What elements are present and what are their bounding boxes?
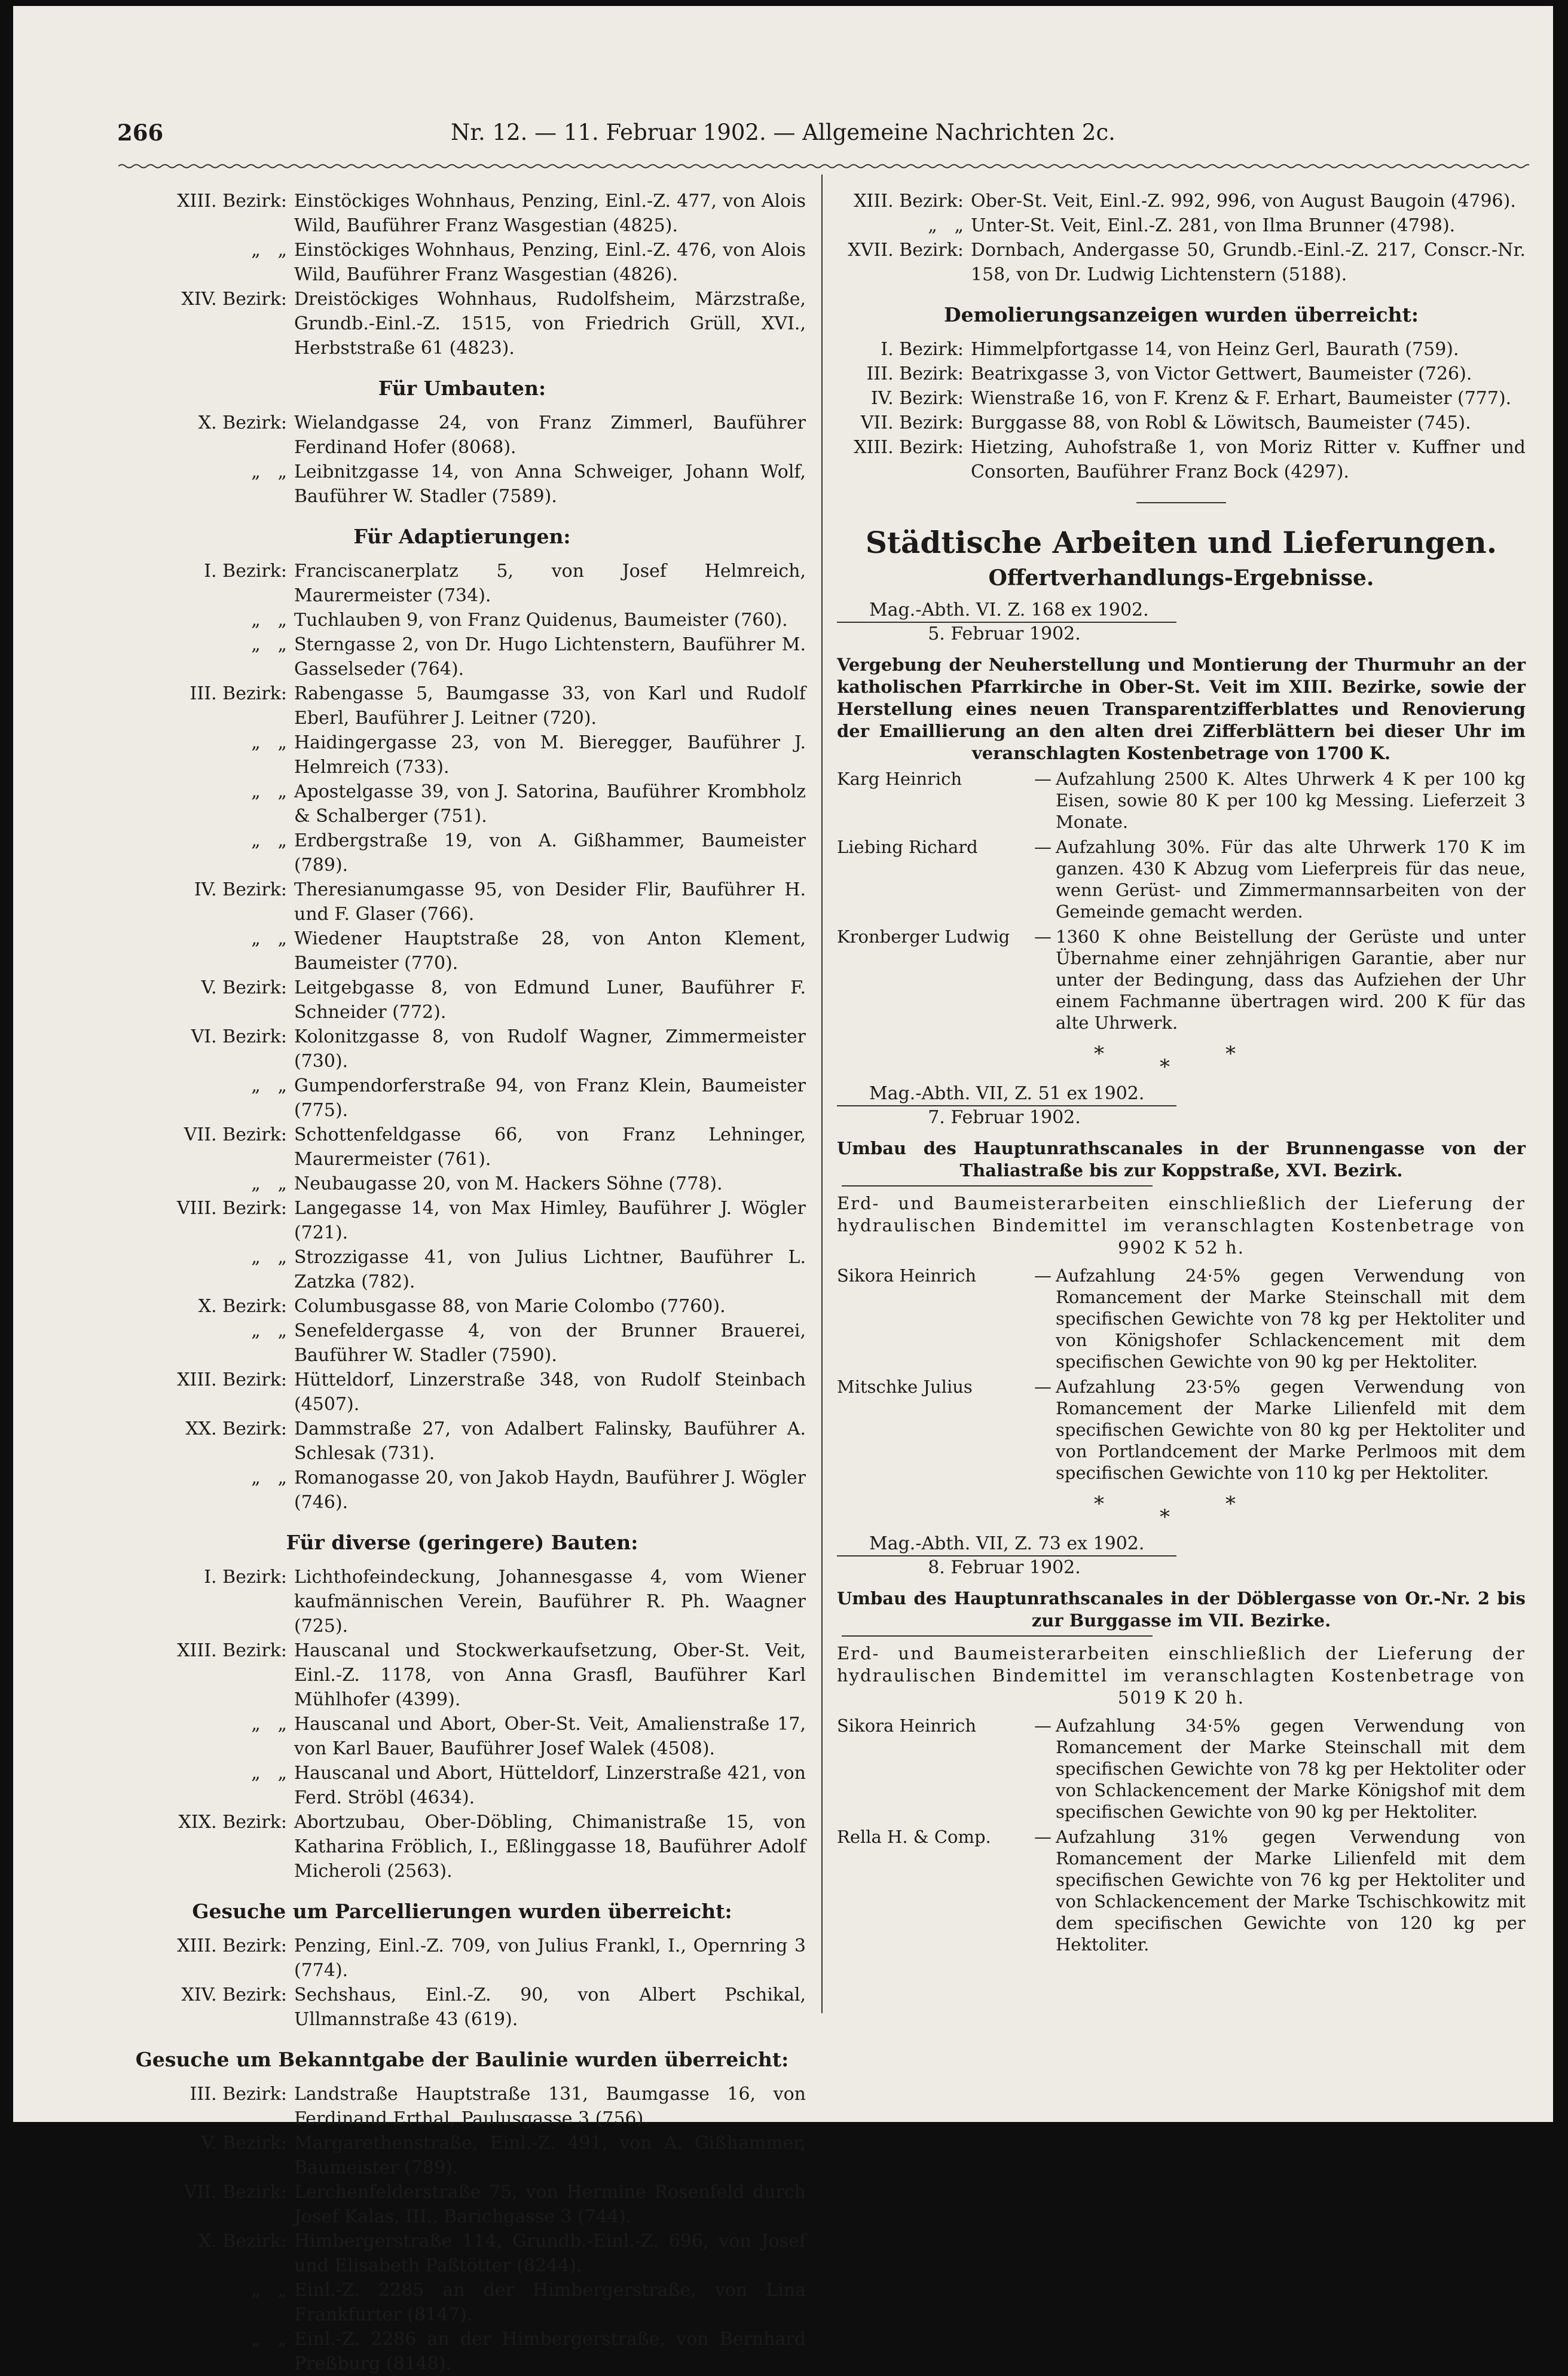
entry-text: Lerchenfelderstraße 75, von Hermine Rosenfeld durch Josef Kalas, III., Barichgasse 3 (744). <box>294 2182 806 2227</box>
baulinie-list <box>118 2082 806 2376</box>
bidder-terms: Aufzahlung 31% gegen Verwendung von Romancement der Marke Lilienfeld mit dem specifischen Gewichte von 76 kg per Hektoliter und von Schlackencement der Marke Tschischkowitz mit dem specifischen Gewichte von 120 kg per Hektoliter. <box>1056 1827 1526 1955</box>
bidder-row <box>837 926 1526 1033</box>
heading-umbauten: Für Umbauten: <box>378 377 546 400</box>
bidder-terms: Aufzahlung 30%. Für das alte Uhrwerk 170 K im ganzen. 430 K Abzug vom Lieferpreis für das neue, wenn Gerüst- und Zimmermannsarbeiten von der Gemeinde gemacht werden. <box>1056 837 1526 922</box>
entry-label: X. Bezirk: <box>198 412 287 433</box>
entry-row <box>118 1638 806 1712</box>
entry-label: „ „ <box>251 1714 287 1735</box>
bidder-terms: Aufzahlung 34·5% gegen Verwendung von Romancement der Marke Steinschall mit dem specifischen Gewichte von 78 kg per Hektoliter oder von Schlackencement der Marke Königshof mit dem specifischen Gewichte von 90 kg per Hektoliter. <box>1056 1716 1526 1822</box>
dash-mark: — <box>1034 837 1052 857</box>
bidder-name: Sikora Heinrich <box>837 1265 977 1286</box>
page <box>13 6 1553 2374</box>
entry-text: Hauscanal und Abort, Ober-St. Veit, Amalienstraße 17, von Karl Bauer, Bauführer Josef Walek (4508). <box>294 1714 806 1759</box>
entry-label: III. Bezirk: <box>866 363 964 384</box>
entry-label: XIII. Bezirk: <box>854 437 964 458</box>
entry-label: VIII. Bezirk: <box>176 1198 287 1219</box>
entry-text: Himmelpfortgasse 14, von Heinz Gerl, Baurath (759). <box>971 339 1459 360</box>
entry-row <box>118 779 806 828</box>
permits-list <box>118 189 806 360</box>
dash-mark: — <box>1034 1377 1052 1397</box>
entry-row <box>118 1712 806 1761</box>
short-rule <box>842 1635 1153 1637</box>
entry-row <box>118 2278 806 2327</box>
entry-label: „ „ <box>251 240 287 261</box>
entry-row <box>837 435 1526 484</box>
entry-text: Ober-St. Veit, Einl.-Z. 992, 996, von August Baugoin (4796). <box>971 191 1516 212</box>
entry-text: Abortzubau, Ober-Döbling, Chimanistraße 15, von Katharina Fröblich, I., Eßlinggasse 18, Bauführer Adolf Micheroli (2563). <box>294 1812 806 1882</box>
entry-text: Einl.-Z. 2286 an der Himbergerstraße, von Bernhard Preßburg (8148). <box>294 2329 806 2374</box>
entry-label: XIV. Bezirk: <box>181 1984 287 2005</box>
offer-lead: Erd- und Baumeisterarbeiten einschließlich der Lieferung der hydraulischen Bindemittel im veranschlagten Kostenbetrage von 9902 K 52 h. <box>837 1193 1526 1258</box>
entry-label: „ „ <box>251 1173 287 1194</box>
entry-text: Einstöckiges Wohnhaus, Penzing, Einl.-Z. 476, von Alois Wild, Bauführer Franz Wasgestian (4826). <box>294 240 806 285</box>
entry-row <box>118 1294 806 1319</box>
entry-text: Columbusgasse 88, von Marie Colombo (7760). <box>294 1296 726 1317</box>
adaptierungen-list <box>118 559 806 1515</box>
entry-row <box>118 1172 806 1196</box>
entry-label: „ „ <box>251 732 287 753</box>
bidder-row <box>837 1715 1526 1822</box>
entry-text: Langegasse 14, von Max Himley, Bauführer J. Wögler (721). <box>294 1198 806 1243</box>
entry-row <box>837 238 1526 287</box>
entry-label: XIII. Bezirk: <box>177 1640 287 1661</box>
entry-label: XIII. Bezirk: <box>177 1935 287 1956</box>
entry-text: Unter-St. Veit, Einl.-Z. 281, von Ilma Brunner (4798). <box>971 215 1456 236</box>
entry-label: „ „ <box>251 830 287 851</box>
entry-row <box>837 213 1526 238</box>
entry-text: Gumpendorferstraße 94, von Franz Klein, Baumeister (775). <box>294 1075 806 1121</box>
heading-diverse: Für diverse (geringere) Bauten: <box>286 1531 638 1554</box>
entry-row <box>118 1025 806 1074</box>
entry-label: V. Bezirk: <box>201 2133 287 2154</box>
entry-label: VII. Bezirk: <box>860 412 964 433</box>
entry-label: VII. Bezirk: <box>184 2182 287 2203</box>
entry-text: Wielandgasse 24, von Franz Zimmerl, Bauführer Ferdinand Hofer (8068). <box>294 412 806 458</box>
entry-row <box>118 460 806 509</box>
entry-label: „ „ <box>251 1763 287 1784</box>
entry-text: Hauscanal und Stockwerkaufsetzung, Ober-St. Veit, Einl.-Z. 1178, von Anna Grasfl, Bauführer Karl Mühlhofer (4399). <box>294 1640 806 1710</box>
permits-list-continued <box>837 189 1526 287</box>
entry-label: IV. Bezirk: <box>870 388 964 409</box>
entry-row <box>837 189 1526 213</box>
entry-label: I. Bezirk: <box>881 339 964 360</box>
heading-baulinie: Gesuche um Bekanntgabe der Baulinie wurden überreicht: <box>135 2048 789 2071</box>
entry-text: Beatrixgasse 3, von Victor Gettwert, Baumeister (726). <box>971 363 1472 384</box>
entry-row <box>118 1368 806 1417</box>
entry-label: „ „ <box>251 928 287 949</box>
entry-text: Einl.-Z. 2285 an der Himbergerstraße, von Lina Frankfurter (8147). <box>294 2280 806 2325</box>
entry-label: I. Bezirk: <box>204 1567 287 1588</box>
bidder-row <box>837 836 1526 922</box>
entry-text: Einstöckiges Wohnhaus, Penzing, Einl.-Z. 477, von Alois Wild, Bauführer Franz Wasgestian (4825). <box>294 191 806 236</box>
entry-row <box>118 1123 806 1172</box>
entry-row <box>118 1565 806 1638</box>
entry-text: Romanogasse 20, von Jakob Haydn, Bauführer J. Wögler (746). <box>294 1467 806 1513</box>
dash-mark: — <box>1034 1265 1052 1286</box>
page-title: Nr. 12. — 11. Februar 1902. — Allgemeine Nachrichten 2c. <box>451 120 1115 145</box>
bidder-terms: 1360 K ohne Beistellung der Gerüste und unter Übernahme einer zehnjährigen Garantie, aber nur unter der Bedingung, dass das Aufziehen der Uhr einem Fachmanne übertragen wird. 200 K für das alte Uhrwerk. <box>1056 926 1526 1033</box>
entry-row <box>118 1417 806 1466</box>
offer-date: 7. Februar 1902. <box>928 1107 1081 1128</box>
offer-description: Vergebung der Neuherstellung und Montierung der Thurmuhr an der katholischen Pfarrkirche in Ober-St. Veit im XIII. Bezirke, sowie der Herstellung eines neuen Transparentzifferblattes und Renovierung der Emaillierung an den alten drei Zifferblättern bei dieser Uhr im veranschlagten Kostenbetrage von 1700 K. <box>837 655 1526 763</box>
entry-row <box>118 976 806 1025</box>
entry-row <box>118 1810 806 1883</box>
entry-text: Margarethenstraße, Einl.-Z. 491, von A. Gißhammer, Baumeister (789). <box>294 2133 806 2178</box>
entry-text: Erdbergstraße 19, von A. Gißhammer, Baumeister (789). <box>294 830 806 876</box>
section-subtitle: Offertverhandlungs-Ergebnisse. <box>988 565 1374 591</box>
entry-label: „ „ <box>928 215 964 236</box>
entry-row <box>118 1074 806 1123</box>
bidder-name: Sikora Heinrich <box>837 1716 977 1736</box>
entry-text: Dammstraße 27, von Adalbert Falinsky, Bauführer A. Schlesak (731). <box>294 1418 806 1464</box>
entry-label: X. Bezirk: <box>198 1296 287 1317</box>
entry-text: Himbergerstraße 114, Grundb.-Einl.-Z. 696, von Josef und Elisabeth Paßtötter (8244). <box>294 2231 806 2276</box>
entry-row <box>118 1983 806 2032</box>
entry-label: „ „ <box>251 781 287 802</box>
entry-row <box>118 877 806 926</box>
umbauten-list <box>118 411 806 509</box>
entry-label: XVII. Bezirk: <box>848 240 964 261</box>
bidder-name: Liebing Richard <box>837 837 978 857</box>
entry-label: „ „ <box>251 2329 287 2350</box>
entry-row <box>118 1761 806 1810</box>
offer-lead: Erd- und Baumeisterarbeiten einschließlich der Lieferung der hydraulischen Bindemittel im veranschlagten Kostenbetrage von 5019 K 20 h. <box>837 1643 1526 1708</box>
entry-label: VI. Bezirk: <box>191 1026 287 1047</box>
entry-row <box>837 337 1526 362</box>
entry-text: Landstraße Hauptstraße 131, Baumgasse 16, von Ferdinand Erthal, Paulusgasse 3 (756). <box>294 2084 806 2129</box>
entry-text: Senefeldergasse 4, von der Brunner Brauerei, Bauführer W. Stadler (7590). <box>294 1320 806 1366</box>
wavy-rule <box>118 163 1529 170</box>
entry-label: „ „ <box>251 461 287 482</box>
asterism <box>837 1042 1526 1079</box>
entry-row <box>118 2229 806 2278</box>
entry-text: Penzing, Einl.-Z. 709, von Julius Frankl, I., Opernring 3 (774). <box>294 1935 806 1981</box>
entry-row <box>118 2327 806 2376</box>
bidder-name: Mitschke Julius <box>837 1377 973 1397</box>
bidder-terms: Aufzahlung 24·5% gegen Verwendung von Romancement der Marke Steinschall mit dem specifischen Gewichte von 78 kg per Hektoliter und von Königshofer Schlackencement mit dem specifischen Gewichte von 90 kg per Hektoliter. <box>1056 1265 1526 1372</box>
entry-label: XIX. Bezirk: <box>178 1812 287 1833</box>
bidder-name: Karg Heinrich <box>837 769 962 789</box>
short-rule <box>842 1185 1153 1187</box>
entry-label: XIII. Bezirk: <box>177 1369 287 1390</box>
entry-text: Schottenfeldgasse 66, von Franz Lehninger, Maurermeister (761). <box>294 1124 806 1170</box>
parcellierungen-list <box>118 1934 806 2032</box>
entry-text: Rabengasse 5, Baumgasse 33, von Karl und Rudolf Eberl, Bauführer J. Leitner (720). <box>294 683 806 729</box>
entry-text: Apostelgasse 39, von J. Satorina, Bauführer Krombholz & Schalberger (751). <box>294 781 806 827</box>
dash-mark: — <box>1034 926 1052 947</box>
dash-mark: — <box>1034 1827 1052 1847</box>
entry-row <box>118 1466 806 1515</box>
mag-reference: Mag.-Abth. VII, Z. 51 ex 1902. <box>837 1082 1176 1106</box>
entry-label: „ „ <box>251 1247 287 1268</box>
offer-description: Umbau des Hauptunrathscanales in der Brunnengasse von der Thaliastraße bis zur Koppstraße, XVI. Bezirk. <box>837 1138 1526 1181</box>
page-header <box>13 120 1553 155</box>
entry-text: Sechshaus, Einl.-Z. 90, von Albert Pschikal, Ullmannstraße 43 (619). <box>294 1984 806 2030</box>
entry-row <box>118 1319 806 1368</box>
bidder-row <box>837 1265 1526 1372</box>
entry-text: Wienstraße 16, von F. Krenz & F. Erhart, Baumeister (777). <box>971 388 1512 409</box>
asterisk: * <box>1094 1042 1104 1066</box>
entry-row <box>118 828 806 877</box>
asterisk: * <box>1225 1492 1236 1516</box>
entry-row <box>118 608 806 632</box>
bidder-name: Rella H. & Comp. <box>837 1827 991 1847</box>
entry-label: III. Bezirk: <box>189 683 287 704</box>
entry-row <box>118 730 806 779</box>
bidder-row <box>837 1826 1526 1955</box>
entry-text: Wiedener Hauptstraße 28, von Anton Klement, Baumeister (770). <box>294 928 806 974</box>
heading-adaptierungen: Für Adaptierungen: <box>353 525 571 548</box>
entry-text: Dreistöckiges Wohnhaus, Rudolfsheim, Märzstraße, Grundb.-Einl.-Z. 1515, von Friedrich Grüll, XVI., Herbststraße 61 (4823). <box>294 289 806 359</box>
asterism <box>837 1492 1526 1529</box>
page-number: 266 <box>117 120 164 146</box>
entry-row <box>118 559 806 608</box>
entry-label: IV. Bezirk: <box>194 879 287 900</box>
entry-text: Strozzigasse 41, von Julius Lichtner, Bauführer L. Zatzka (782). <box>294 1247 806 1292</box>
entry-text: Burggasse 88, von Robl & Löwitsch, Baumeister (745). <box>971 412 1471 433</box>
section-title: Städtische Arbeiten und Lieferungen. <box>865 525 1497 560</box>
entry-text: Hauscanal und Abort, Hütteldorf, Linzerstraße 421, von Ferd. Ströbl (4634). <box>294 1763 806 1808</box>
asterisk: * <box>1160 1055 1170 1079</box>
bidder-row <box>837 1376 1526 1484</box>
entry-row <box>118 2131 806 2180</box>
entry-text: Tuchlauben 9, von Franz Quidenus, Baumeister (760). <box>294 610 788 631</box>
entry-row <box>118 632 806 681</box>
entry-text: Neubaugasse 20, von M. Hackers Söhne (778). <box>294 1173 723 1194</box>
offers-container <box>837 599 1526 1955</box>
offer-date: 5. Februar 1902. <box>928 623 1081 644</box>
entry-row <box>118 189 806 238</box>
entry-row <box>118 1196 806 1245</box>
entry-text: Sterngasse 2, von Dr. Hugo Lichtenstern, Bauführer M. Gasselseder (764). <box>294 634 806 680</box>
mag-reference: Mag.-Abth. VI. Z. 168 ex 1902. <box>837 599 1176 623</box>
entry-text: Theresianumgasse 95, von Desider Flir, Bauführer H. und F. Glaser (766). <box>294 879 806 925</box>
offer-date: 8. Februar 1902. <box>928 1557 1081 1578</box>
right-column <box>837 189 1526 1959</box>
entry-text: Dornbach, Andergasse 50, Grundb.-Einl.-Z. 217, Conscr.-Nr. 158, von Dr. Ludwig Lichtenstern (5188). <box>971 240 1526 285</box>
entry-row <box>837 386 1526 411</box>
bidder-name: Kronberger Ludwig <box>837 926 1010 947</box>
asterisk: * <box>1094 1492 1104 1516</box>
entry-row <box>118 411 806 460</box>
entry-label: „ „ <box>251 2280 287 2301</box>
entry-label: I. Bezirk: <box>204 561 287 582</box>
entry-row <box>118 238 806 287</box>
entry-label: „ „ <box>251 610 287 631</box>
entry-label: XIII. Bezirk: <box>177 191 287 212</box>
entry-row <box>118 1245 806 1294</box>
offer-description: Umbau des Hauptunrathscanales in der Döblergasse von Or.-Nr. 2 bis zur Burggasse im VII. Bezirke. <box>837 1588 1526 1631</box>
asterisk: * <box>1160 1505 1170 1529</box>
mag-reference: Mag.-Abth. VII, Z. 73 ex 1902. <box>837 1533 1176 1557</box>
entry-text: Leitgebgasse 8, von Edmund Luner, Bauführer F. Schneider (772). <box>294 977 806 1023</box>
entry-label: „ „ <box>251 1467 287 1488</box>
entry-row <box>837 362 1526 386</box>
entry-row <box>118 2082 806 2131</box>
entry-label: X. Bezirk: <box>198 2231 287 2252</box>
entry-text: Haidingergasse 23, von M. Bieregger, Bauführer J. Helmreich (733). <box>294 732 806 778</box>
entry-label: „ „ <box>251 1075 287 1096</box>
entry-text: Hietzing, Auhofstraße 1, von Moriz Ritter v. Kuffner und Consorten, Bauführer Franz Bock (4297). <box>971 437 1526 482</box>
dash-mark: — <box>1034 1716 1052 1736</box>
entry-label: „ „ <box>251 1320 287 1341</box>
asterisk: * <box>1225 1042 1236 1066</box>
entry-label: XIII. Bezirk: <box>854 191 964 212</box>
entry-row <box>118 681 806 730</box>
diverse-list <box>118 1565 806 1883</box>
entry-text: Kolonitzgasse 8, von Rudolf Wagner, Zimmermeister (730). <box>294 1026 806 1072</box>
dash-mark: — <box>1034 769 1052 789</box>
entry-text: Lichthofeindeckung, Johannesgasse 4, vom Wiener kaufmännischen Verein, Bauführer R. Ph. Waagner (725). <box>294 1567 806 1637</box>
entry-label: „ „ <box>251 634 287 655</box>
entry-row <box>837 411 1526 435</box>
entry-row <box>118 926 806 976</box>
entry-text: Franciscanerplatz 5, von Josef Helmreich, Maurermeister (734). <box>294 561 806 606</box>
entry-row <box>118 287 806 360</box>
entry-row <box>118 1934 806 1983</box>
entry-label: III. Bezirk: <box>189 2084 287 2105</box>
bidder-terms: Aufzahlung 23·5% gegen Verwendung von Romancement der Marke Lilienfeld mit dem specifischen Gewichte von 80 kg per Hektoliter und von Portlandcement der Marke Perlmoos mit dem specifischen Gewichte von 110 kg per Hektoliter. <box>1056 1377 1526 1483</box>
left-column <box>118 189 806 2376</box>
bidder-terms: Aufzahlung 2500 K. Altes Uhrwerk 4 K per 100 kg Eisen, sowie 80 K per 100 kg Messing. Lieferzeit 3 Monate. <box>1056 769 1526 832</box>
entry-label: V. Bezirk: <box>201 977 287 998</box>
entry-label: XX. Bezirk: <box>185 1418 287 1439</box>
entry-text: Leibnitzgasse 14, von Anna Schweiger, Johann Wolf, Bauführer W. Stadler (7589). <box>294 461 806 507</box>
column-rule <box>821 175 823 2013</box>
heading-demolierung: Demolierungsanzeigen wurden überreicht: <box>943 303 1419 326</box>
entry-text: Hütteldorf, Linzerstraße 348, von Rudolf Steinbach (4507). <box>294 1369 806 1415</box>
entry-label: XIV. Bezirk: <box>181 289 287 310</box>
entry-label: VII. Bezirk: <box>184 1124 287 1145</box>
section-rule <box>1136 502 1226 503</box>
bidder-row <box>837 768 1526 833</box>
demolierung-list <box>837 337 1526 484</box>
entry-row <box>118 2180 806 2229</box>
heading-parcellierungen: Gesuche um Parcellierungen wurden überreicht: <box>192 1900 732 1923</box>
